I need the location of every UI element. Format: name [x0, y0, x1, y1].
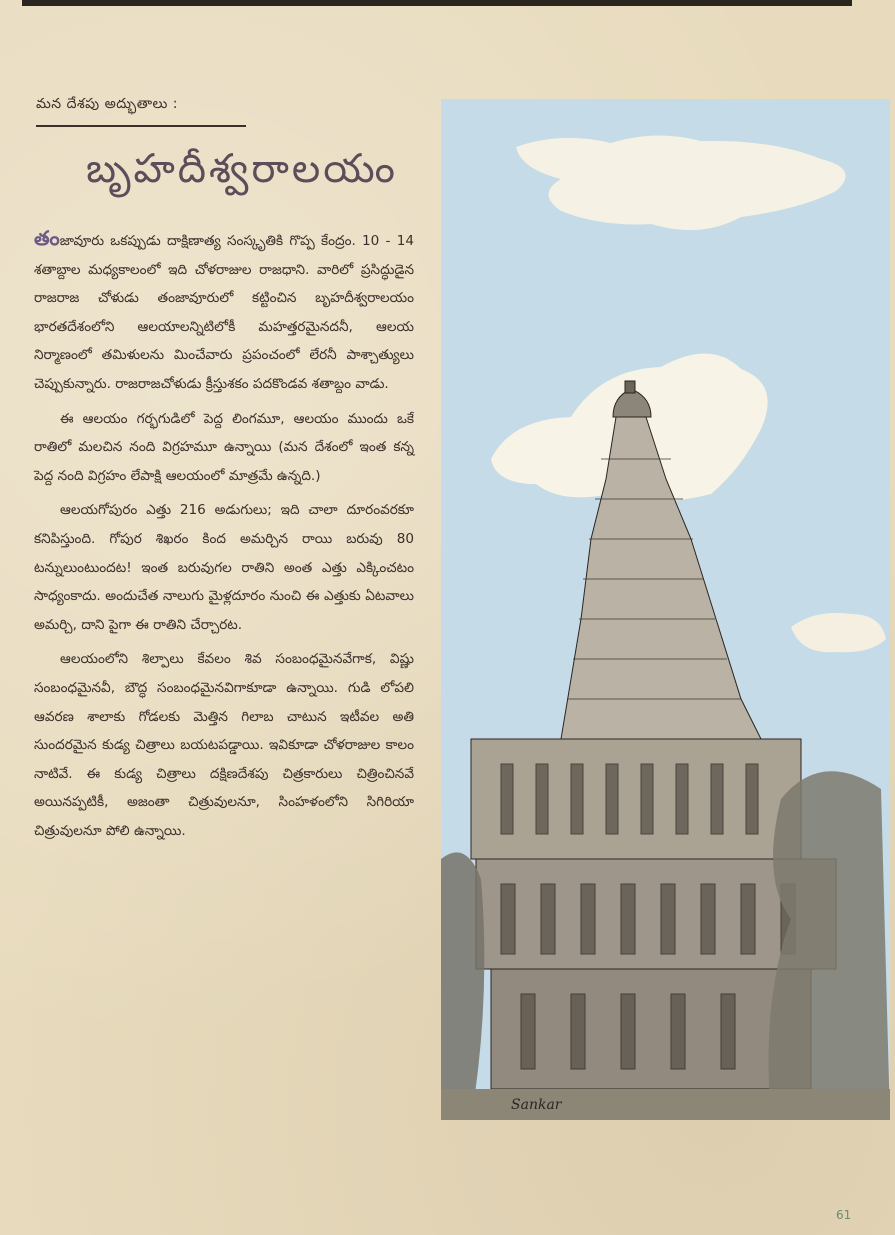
- paragraph-2: ఈ ఆలయం గర్భగుడిలో పెద్ద లింగమూ, ఆలయం ముందు ఒకే రాతిలో మలచిన నంది విగ్రహమూ ఉన్నాయి (మన దేశంలో ఇంత కన్న పెద్ద నంది విగ్రహం లేపాక్షి ఆలయంలో మాత్రమే ఉన్నది.): [34, 410, 414, 484]
- paragraph-4: ఆలయంలోని శిల్పాలు కేవలం శివ సంబంధమైనవేగాక, విష్ణు సంబంధమైనవీ, బౌద్ధ సంబంధమైనవిగాకూడా ఉన్నాయి. గుడి లోపలి ఆవరణ శాలాకు గోడలకు మెత్తిన గిలాబ చాటున ఇటీవల అతి సుందరమైన కుడ్య చిత్రాలు బయటపడ్డాయి. ఇవికూడా చోళరాజుల కాలం నాటివే. ఈ కుడ్య చిత్రాలు దక్షిణదేశపు చిత్రకారులు చిత్రించినవే అయినప్పటికీ, అజంతా చిత్రువులనూ, సింహళంలోని సిగిరియా చిత్రువులనూ పోలి ఉన్నాయి.: [34, 651, 414, 839]
- top-edge-line: [22, 0, 852, 6]
- paragraph-1: [34, 224, 414, 399]
- foliage-right: [769, 771, 891, 1120]
- page-number: 61: [836, 1208, 852, 1222]
- artist-signature: Sankar: [511, 1097, 562, 1113]
- paragraph-3: ఆలయగోపురం ఎత్తు 216 అడుగులు; ఇది చాలా దూరంవరకూ కనిపిస్తుంది. గోపుర శిఖరం కింద అమర్చిన రాయి బరువు 80 టన్నులుంటుందట! ఇంత బరువుగల రాతిని అంత ఎత్తు ఎక్కించటం సాధ్యంకాదు. అందుచేత నాలుగు మైళ్లదూరం నుంచి ఈ ఎత్తుకు ఏటవాలు అమర్చి, దాని పైగా ఈ రాతిని చేర్చారట.: [34, 502, 414, 633]
- article-body: [34, 224, 414, 851]
- drop-cap: తం: [34, 226, 60, 250]
- temple-illustration: [441, 99, 890, 1120]
- paragraph-1-text: జావూరు ఒకప్పుడు దాక్షిణాత్య సంస్కృతికి గొప్ప కేంద్రం. 10 - 14 శతాబ్దాల మధ్యకాలంలో ఇది చోళరాజుల రాజధాని. వారిలో ప్రసిద్ధుడైన రాజరాజ చోళుడు తంజావూరులో కట్టించిన బృహదీశ్వరాలయం భారతదేశంలోని ఆలయాలన్నిటిలోకీ మహత్తరమైనదనీ, ఆలయ నిర్మాణంలో తమిళులను మించేవారు ప్రపంచంలో లేరనీ పాశ్చాత్యులు చెప్పుకున్నారు. రాజరాజచోళుడు క్రీస్తుశకం పదకొండవ శతాబ్దం వాడు.: [34, 233, 414, 392]
- article-title: బృహదీశ్వరాలయం: [86, 146, 398, 192]
- section-label: మన దేశపు అద్భుతాలు :: [36, 96, 246, 127]
- temple-drawing: [441, 99, 890, 1120]
